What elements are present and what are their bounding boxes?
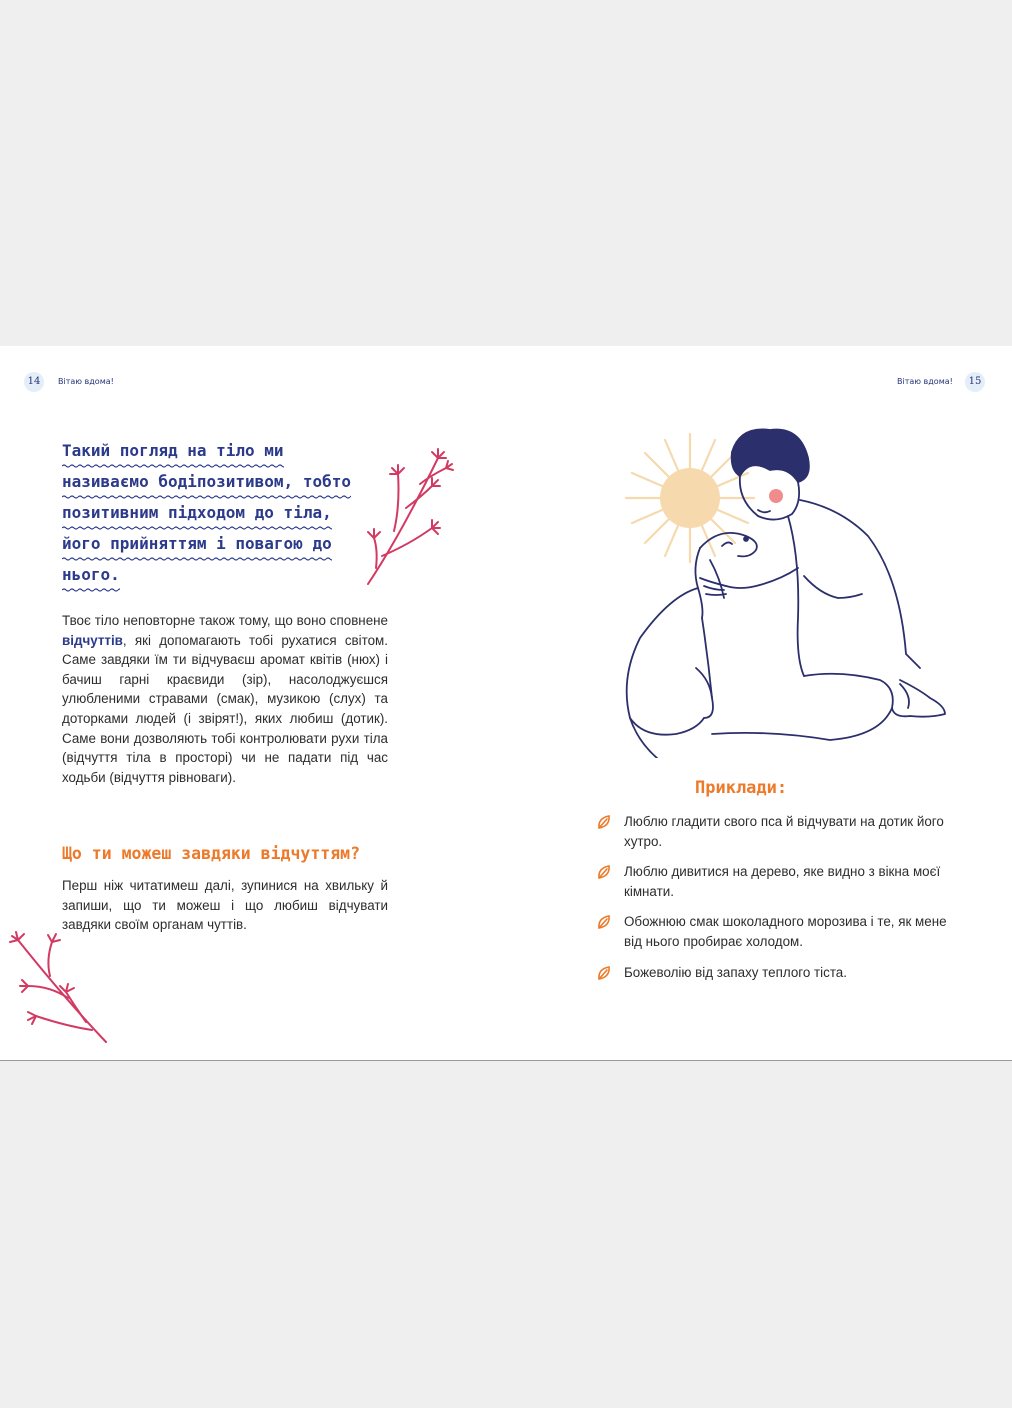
list-item: Божеволію від запаху теплого тіста.: [596, 963, 956, 983]
leaf-bullet-icon: [596, 814, 612, 830]
lead-quote: [62, 437, 382, 592]
lead-line: нього.: [62, 561, 382, 592]
book-spread: [0, 346, 1012, 1061]
flower-sprig-illustration: [360, 446, 455, 591]
highlighted-term: відчуттів: [62, 632, 123, 648]
examples-heading: Приклади:: [695, 778, 788, 798]
leaf-bullet-icon: [596, 914, 612, 930]
prompt-paragraph: Перш ніж читатимеш далі, зупинися на хвильку й запиши, що ти можеш і що любиш відчувати завдяки своїм органам чуттів.: [62, 878, 388, 933]
section-heading: Що ти можеш завдяки відчуттям?: [62, 844, 361, 863]
lead-line: називаємо бодіпозитивом, тобто: [62, 468, 382, 499]
list-item: Люблю гладити свого пса й відчувати на дотик його хутро.: [596, 812, 956, 851]
lead-line: його прийняттям і повагою до: [62, 530, 382, 561]
leaf-bullet-icon: [596, 864, 612, 880]
right-running-head: Вітаю вдома!: [897, 377, 953, 386]
intro-paragraph: Твоє тіло неповторне також тому, що воно сповнене відчуттів, які допомагають тобі рухатися світом. Саме завдяки їм ти відчуваєш аромат квітів (нюх) і бачиш гарні краєвиди (зір), насолоджуєшся улюбленими стравами (смак), музикою (слух) та доторками людей (і звірят!), яких любиш (дотик). Саме вони дозволяють тобі контролювати рухи тіла (відчуття тіла в просторі) чи не падати під час ходьби (відчуття рівноваги).: [62, 613, 388, 785]
left-page-number: 14: [24, 372, 44, 392]
leaf-bullet-icon: [596, 965, 612, 981]
boy-hugging-dog-illustration: [600, 418, 960, 758]
list-item: Обожнюю смак шоколадного морозива і те, як мене від нього пробирає холодом.: [596, 912, 956, 951]
left-running-head: Вітаю вдома!: [58, 377, 114, 386]
list-item: Люблю дивитися на дерево, яке видно з вікна моєї кімнати.: [596, 862, 956, 901]
cheek-blush: [769, 489, 783, 503]
lead-line: позитивним підходом до тіла,: [62, 499, 382, 530]
examples-list: [596, 812, 956, 993]
lead-line: Такий погляд на тіло ми: [62, 437, 382, 468]
right-page-number: 15: [965, 372, 985, 392]
flower-sprig-bottom-illustration: [6, 930, 111, 1045]
